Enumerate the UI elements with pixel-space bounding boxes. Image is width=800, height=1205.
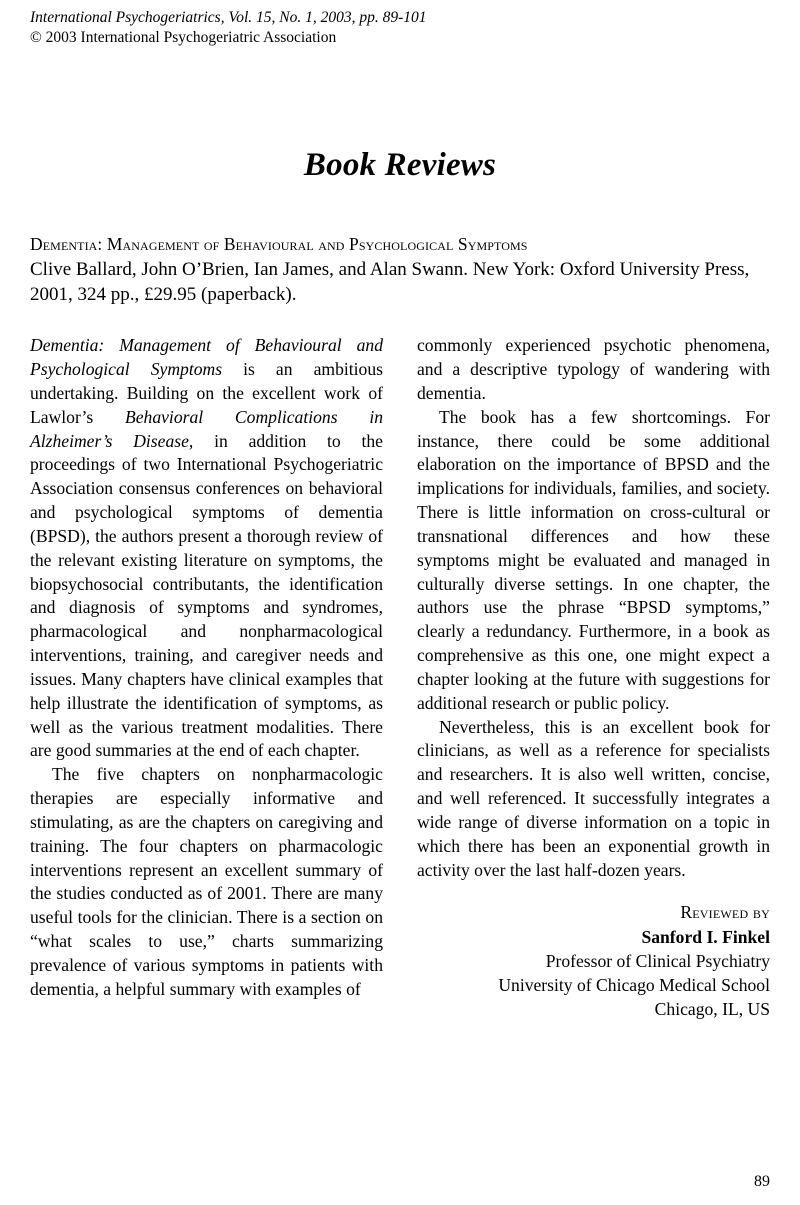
page-number: 89: [754, 1173, 770, 1190]
reviewer-signoff: [417, 900, 770, 1021]
paragraph: Dementia: Management of Behavioural and Psychological Symptoms is an ambitious undertaking. Building on the excellent work of Lawlor’s Behavioral Complications in Alzheimer’s Disease, in addition to the proceedings of two International Psychogeriatric Association consensus conferences on behavioral and psychological symptoms of dementia (BPSD), the authors present a thorough review of the relevant existing literature on symptoms, the biopsychosocial contributants, the identification and diagnosis of symptoms and syndromes, pharmacological and nonpharmacological interventions, training, and caregiver needs and issues. Many chapters have clinical examples that help illustrate the identification of symptoms, as well as the various treatment modalities. There are good summaries at the end of each chapter.: [30, 335, 383, 761]
book-title: Dementia: Management of Behavioural and Psychological Symptoms: [30, 233, 528, 254]
reviewer-affiliation: University of Chicago Medical School: [498, 975, 770, 996]
reviewer-title: Professor of Clinical Psychiatry: [545, 950, 770, 971]
paragraph: The five chapters on nonpharmacologic therapies are especially informative and stimulating, as are the chapters on caregiving and training. The four chapters on pharmacologic interventions represent an excellent summary of the studies conducted as of 2001. There are many useful tools for the clinician. There is a section on “what scales to use,” charts summarizing prevalence of various symptoms in patients with dementia, a helpful summary with examples of: [30, 764, 383, 999]
copyright-line: © 2003 International Psychogeriatric Association: [30, 29, 337, 47]
left-column: [30, 334, 383, 1021]
article-columns: [30, 334, 770, 1021]
paragraph: The book has a few shortcomings. For instance, there could be some additional elaboration on the importance of BPSD and the implications for individuals, families, and society. There is little information on cross-cultural or transnational differences and how these symptoms might be evaluated and managed in culturally diverse settings. In one chapter, the authors use the phrase “BPSD symptoms,” clearly a redundancy. Furthermore, in a book as comprehensive as this one, one might expect a chapter looking at the future with suggestions for additional research or public policy.: [417, 406, 770, 713]
book-publication-details: Clive Ballard, John O’Brien, Ian James, and Alan Swann. New York: Oxford University Press, 2001, 324 pp., £29.95 (paperback).: [30, 258, 750, 306]
paragraph: Nevertheless, this is an excellent book for clinicians, as well as a reference for specialists and researchers. It is also well written, concise, and well referenced. It successfully integrates a wide range of diverse information on a topic in which there has been an exponential growth in activity over the last half-dozen years.: [417, 716, 770, 880]
right-column: [417, 334, 770, 1021]
running-head: International Psychogeriatrics, Vol. 15, No. 1, 2003, pp. 89-101: [30, 9, 427, 26]
page-title: Book Reviews: [303, 146, 497, 183]
book-header: [30, 234, 770, 307]
reviewer-location: Chicago, IL, US: [654, 999, 770, 1020]
reviewer-name: Sanford I. Finkel: [641, 926, 770, 947]
reviewed-by-label: Reviewed by: [680, 902, 770, 923]
paragraph: commonly experienced psychotic phenomena, and a descriptive typology of wandering with dementia.: [417, 335, 770, 403]
